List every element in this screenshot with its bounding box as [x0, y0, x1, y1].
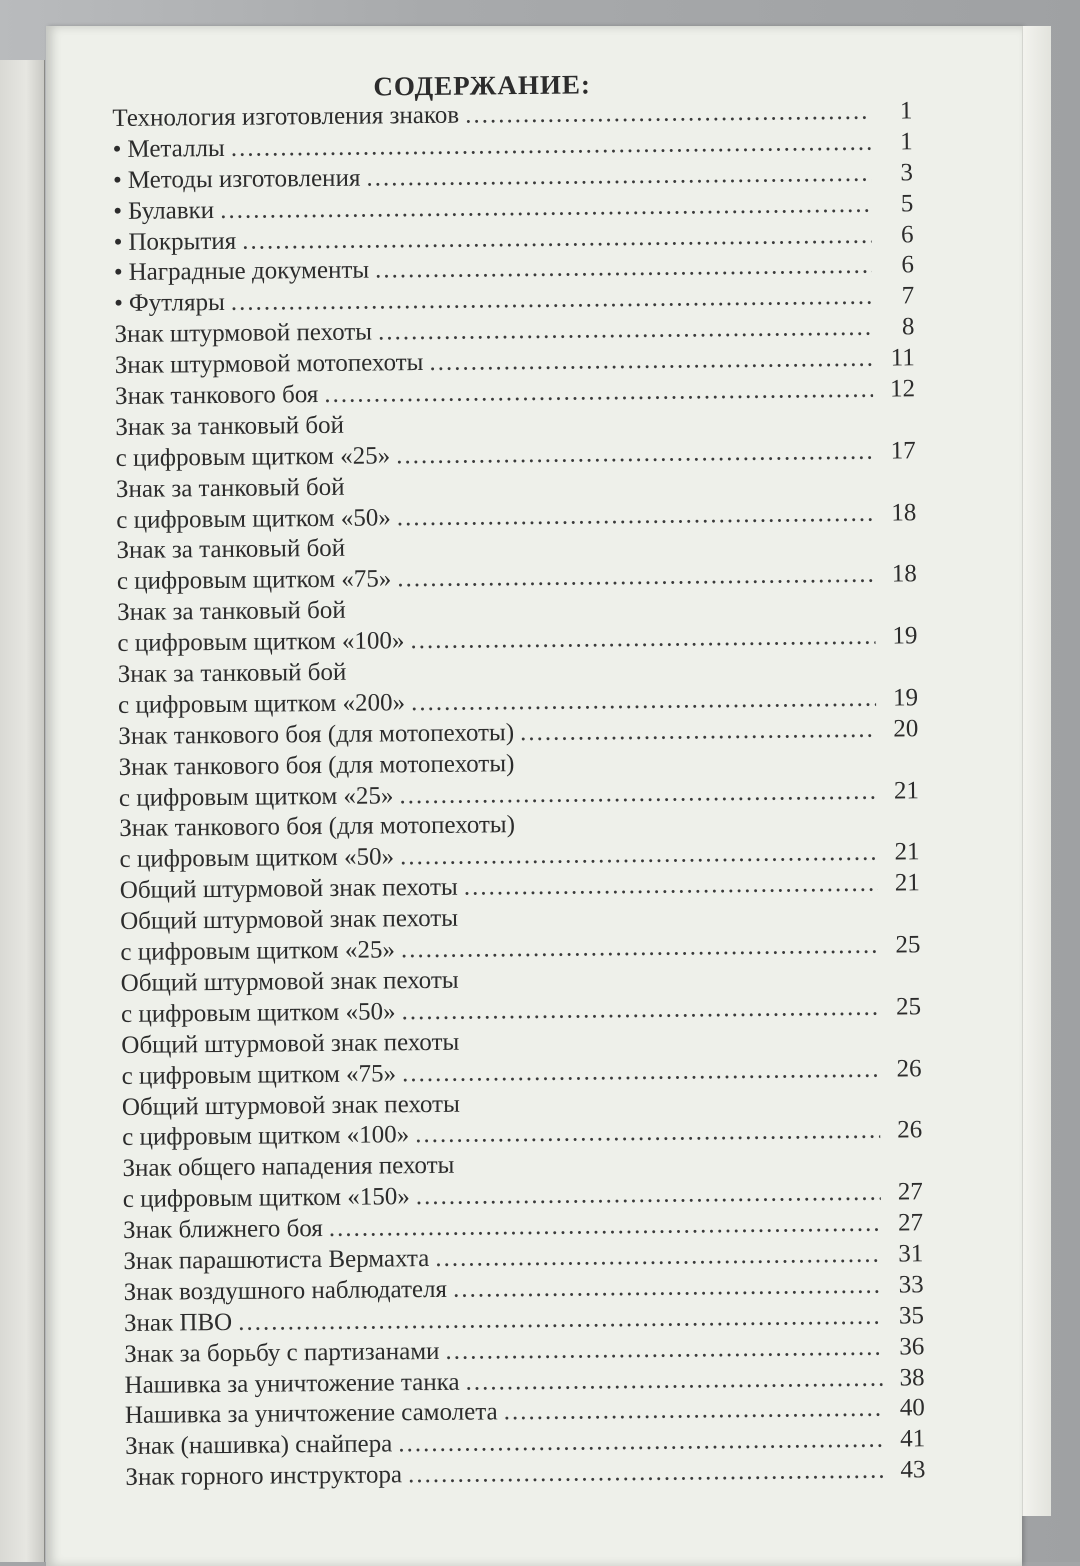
dot-leader [324, 375, 873, 411]
toc-page-number: 7 [901, 282, 915, 310]
dot-leader [416, 1178, 881, 1213]
toc-entry-label: Технология изготовления знаков [112, 101, 460, 132]
toc-entry-label: с цифровым щитком «50» [119, 843, 395, 874]
dot-leader [399, 776, 877, 811]
toc-entry-label: Булавки [127, 196, 215, 225]
bullet-icon: • [112, 135, 122, 163]
dot-leader [464, 869, 878, 904]
toc-entry [122, 1085, 923, 1154]
toc-entry-title-line: Общий штурмовой знак пехоты [120, 904, 459, 936]
dot-leader [520, 715, 877, 749]
toc-page-number: 38 [899, 1363, 925, 1392]
bullet-icon: • [113, 197, 123, 225]
toc-entry-label: Нашивка за уничтожение танка [124, 1368, 460, 1399]
dot-leader [366, 159, 871, 195]
dot-leader [408, 1456, 884, 1491]
toc-entry-label: Нашивка за уничтожение самолета [124, 1398, 498, 1430]
toc-entry-label: Знак за борьбу с партизанами [124, 1337, 440, 1368]
bullet-icon: • [113, 259, 123, 287]
dot-leader [401, 993, 879, 1028]
toc-page-number: 21 [894, 838, 920, 866]
toc-entry-label: Знак штурмовой мотопехоты [114, 349, 424, 380]
toc-entry-title-line: Знак танкового боя (для мотопехоты) [119, 811, 516, 843]
dot-leader [378, 313, 873, 349]
toc-entry [121, 1023, 922, 1092]
dot-leader [400, 838, 878, 873]
toc-entry-label: Знак горного инструктора [125, 1461, 403, 1492]
toc-entry-label: Знак воздушного наблюдателя [123, 1275, 448, 1306]
toc-entry-label: с цифровым щитком «25» [115, 442, 391, 472]
toc-page-number: 5 [900, 189, 914, 218]
toc-page-number: 18 [891, 498, 917, 527]
toc-entry-label: Знак парашютиста Вермахта [123, 1244, 430, 1275]
toc-entry [118, 652, 919, 721]
dot-leader [401, 931, 879, 966]
toc-entry-label: с цифровым щитком «75» [116, 565, 392, 596]
toc-page-number: 43 [900, 1456, 926, 1484]
toc-entry-title-line: Общий штурмовой знак пехоты [120, 966, 459, 997]
dot-leader [435, 1240, 881, 1275]
toc-entry-label: с цифровым щитком «50» [120, 998, 396, 1028]
toc-page-number: 27 [897, 1178, 923, 1206]
toc-entry-label: с цифровым щитком «100» [117, 627, 405, 658]
toc-page-number: 40 [899, 1394, 925, 1422]
toc-entry-label: с цифровым щитком «25» [120, 936, 396, 967]
table-of-contents [112, 66, 926, 1494]
toc-entry [120, 899, 921, 968]
toc-entry-label: Футляры [128, 289, 225, 318]
toc-entry [116, 467, 917, 536]
toc-entry-label: Знак ПВО [123, 1308, 233, 1337]
toc-entry-label: Знак ближнего боя [122, 1215, 323, 1245]
dot-leader [411, 684, 876, 719]
toc-page-number: 12 [889, 375, 916, 403]
toc-entry-title-line: Общий штурмовой знак пехоты [121, 1028, 460, 1059]
toc-entry-title-line: Знак за танковый бой [117, 658, 347, 689]
toc-entry [121, 961, 922, 1030]
toc-entry [119, 745, 920, 814]
toc-page-number: 18 [891, 560, 917, 588]
toc-entry-label: с цифровым щитком «100» [122, 1121, 410, 1152]
dot-leader [465, 1363, 882, 1398]
toc-list [112, 96, 925, 1494]
toc-entry-label: с цифровым щитком «25» [118, 781, 394, 812]
toc-entry-label: Покрытия [128, 227, 237, 256]
toc-entry-label: Знак штурмовой пехоты [114, 318, 373, 349]
toc-page-number: 25 [895, 993, 922, 1021]
toc-entry-label: Знак танкового боя (для мотопехоты) [118, 718, 515, 750]
toc-entry-label: Наградные документы [128, 256, 370, 287]
dot-leader [397, 560, 875, 595]
toc-page-number: 36 [899, 1332, 925, 1361]
dot-leader [410, 622, 875, 657]
toc-entry-title-line: Знак за танковый бой [117, 597, 346, 627]
bullet-icon: • [114, 290, 124, 318]
toc-page-number: 6 [900, 220, 914, 248]
dot-leader [445, 1332, 882, 1367]
toc-entry-label: Знак (нашивка) снайпера [125, 1430, 393, 1461]
toc-entry-label: с цифровым щитком «75» [121, 1059, 397, 1090]
dot-leader [398, 1425, 883, 1461]
page-stack-edge [1022, 26, 1051, 1516]
toc-entry [122, 1147, 923, 1216]
toc-entry [117, 591, 918, 660]
toc-page-number: 41 [900, 1425, 926, 1453]
toc-page-number: 35 [898, 1301, 925, 1330]
toc-page-number: 1 [900, 128, 913, 156]
toc-entry [116, 529, 917, 598]
toc-page-number: 25 [895, 931, 921, 959]
toc-entry [115, 405, 916, 474]
dot-leader [397, 498, 875, 533]
dot-leader [375, 251, 872, 287]
bullet-icon: • [112, 166, 122, 194]
toc-entry-label: Металлы [127, 134, 225, 163]
toc-entry-label: Методы изготовления [127, 164, 361, 194]
page-title: СОДЕРЖАНИЕ: [373, 69, 592, 102]
toc-page-number: 11 [890, 344, 915, 372]
toc-entry-title-line: Общий штурмовой знак пехоты [121, 1090, 460, 1121]
toc-entry-title-line: Знак за танковый бой [115, 411, 345, 441]
toc-entry-label: с цифровым щитком «150» [122, 1183, 410, 1214]
toc-page-number: 27 [897, 1209, 924, 1237]
toc-page-number: 19 [892, 622, 918, 650]
toc-entry-title-line: Знак общего нападения пехоты [122, 1152, 455, 1183]
toc-entry-title-line: Знак танкового боя (для мотопехоты) [118, 749, 515, 781]
toc-entry-label: с цифровым щитком «200» [117, 689, 406, 719]
toc-entry-label: с цифровым щитком «50» [116, 503, 391, 534]
toc-page-number: 19 [892, 684, 919, 712]
dot-leader [429, 344, 873, 379]
toc-page-number: 3 [900, 159, 914, 187]
toc-page-number: 31 [898, 1240, 924, 1268]
toc-page-number: 17 [890, 437, 916, 465]
toc-page-number: 26 [897, 1116, 923, 1144]
toc-page-number: 33 [898, 1271, 924, 1299]
dot-leader [396, 437, 874, 472]
toc-entry-label: Общий штурмовой знак пехоты [119, 873, 458, 905]
dot-leader [503, 1394, 883, 1429]
toc-entry-title-line: Знак за танковый бой [115, 473, 345, 503]
toc-entry-label: Знак танкового боя [114, 381, 319, 411]
toc-page-number: 20 [893, 715, 919, 743]
dot-leader [453, 1271, 882, 1306]
toc-entry-title-line: Знак за танковый бой [116, 535, 346, 565]
dot-leader [402, 1054, 880, 1089]
toc-page-number: 8 [901, 313, 915, 341]
toc-page-number: 21 [893, 776, 920, 805]
toc-page-number: 6 [901, 251, 915, 279]
toc-page-number: 21 [894, 869, 920, 897]
dot-leader [415, 1116, 880, 1151]
toc-page-number: 1 [899, 97, 913, 125]
dot-leader [465, 97, 871, 132]
toc-entry [119, 807, 920, 876]
toc-page-number: 26 [896, 1054, 922, 1083]
bullet-icon: • [113, 228, 123, 256]
facing-page-edge [0, 60, 45, 1562]
